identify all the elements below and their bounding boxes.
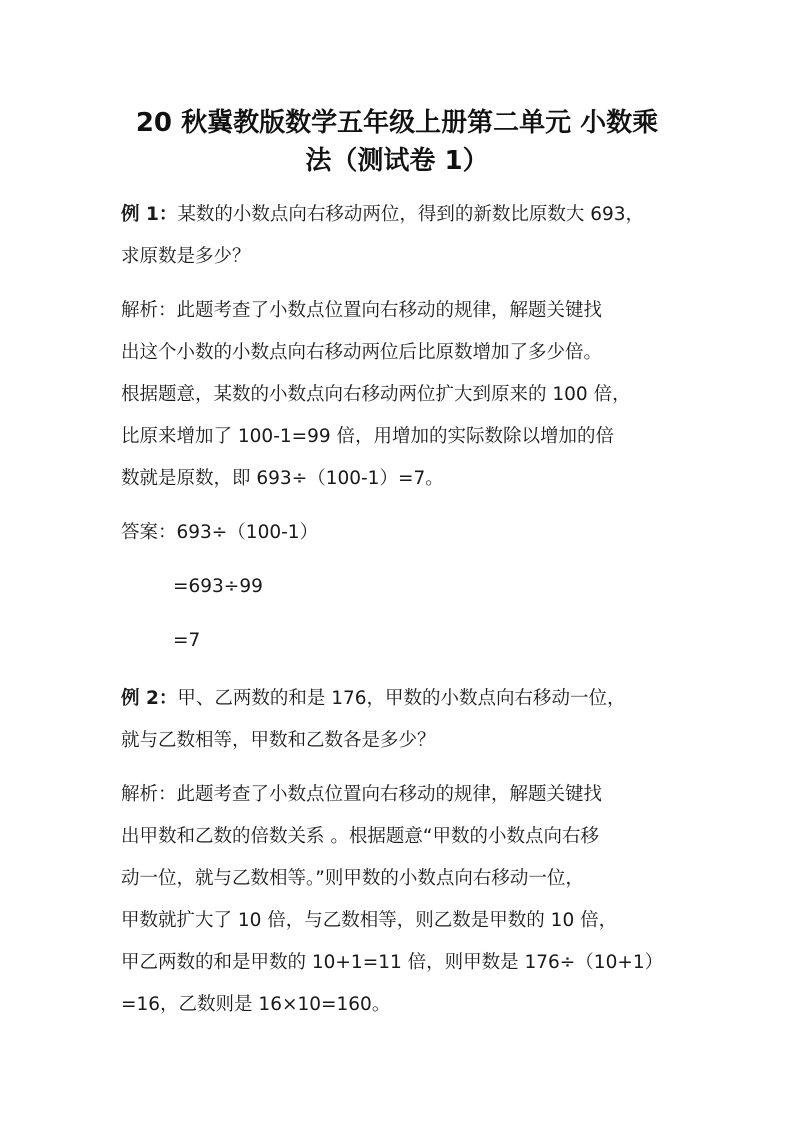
- example-2-analysis-line-1: 解析：此题考查了小数点位置向右移动的规律，解题关键找: [121, 784, 603, 805]
- example-2-analysis-line-3: 动一位，就与乙数相等。”则甲数的小数点向右移动一位，: [121, 868, 584, 889]
- example-2-analysis-line-5: 甲乙两数的和是甲数的 10+1=11 倍，则甲数是 176÷（10+1）: [121, 952, 664, 973]
- example-1-question-text: 某数的小数点向右移动两位，得到的新数比原数大 693，: [177, 204, 645, 225]
- example-2-question-text: 甲、乙两数的和是 176，甲数的小数点向右移动一位，: [177, 688, 626, 709]
- example-1-question-line-1: [121, 202, 644, 228]
- example-2-analysis-line-4: 甲数就扩大了 10 倍，与乙数相等，则乙数是甲数的 10 倍，: [121, 910, 618, 931]
- example-1-analysis-line-5: 数就是原数，即 693÷（100-1）=7。: [121, 468, 444, 489]
- example-1-analysis-line-2: 出这个小数的小数点向右移动两位后比原数增加了多少倍。: [121, 342, 603, 363]
- example-1-analysis-line-4: 比原来增加了 100-1=99 倍，用增加的实际数除以增加的倍: [121, 426, 615, 447]
- example-2-question-line-2: 就与乙数相等，甲数和乙数各是多少？: [121, 730, 436, 751]
- example-1-question-line-2: 求原数是多少？: [121, 246, 251, 267]
- example-1-analysis-line-1: 解析：此题考查了小数点位置向右移动的规律，解题关键找: [121, 300, 603, 321]
- example-1-label: 例 1：: [121, 204, 178, 225]
- example-1-analysis-line-3: 根据题意，某数的小数点向右移动两位扩大到原来的 100 倍，: [121, 384, 631, 405]
- example-2-analysis-line-2: 出甲数和乙数的倍数关系 。根据题意“甲数的小数点向右移: [121, 826, 599, 847]
- example-2-analysis-line-6: =16，乙数则是 16×10=160。: [121, 994, 391, 1015]
- example-1-answer-line-3: =7: [173, 630, 201, 651]
- document-title-line-1: 20 秋冀教版数学五年级上册第二单元 小数乘: [135, 108, 659, 138]
- example-1-answer-line-2: =693÷99: [173, 576, 263, 597]
- document-title-line-2: 法（测试卷 1）: [305, 146, 489, 176]
- example-2-label: 例 2：: [121, 688, 178, 709]
- example-1-answer-line-1: 答案：693÷（100-1）: [121, 522, 319, 543]
- example-2-question-line-1: [121, 686, 626, 712]
